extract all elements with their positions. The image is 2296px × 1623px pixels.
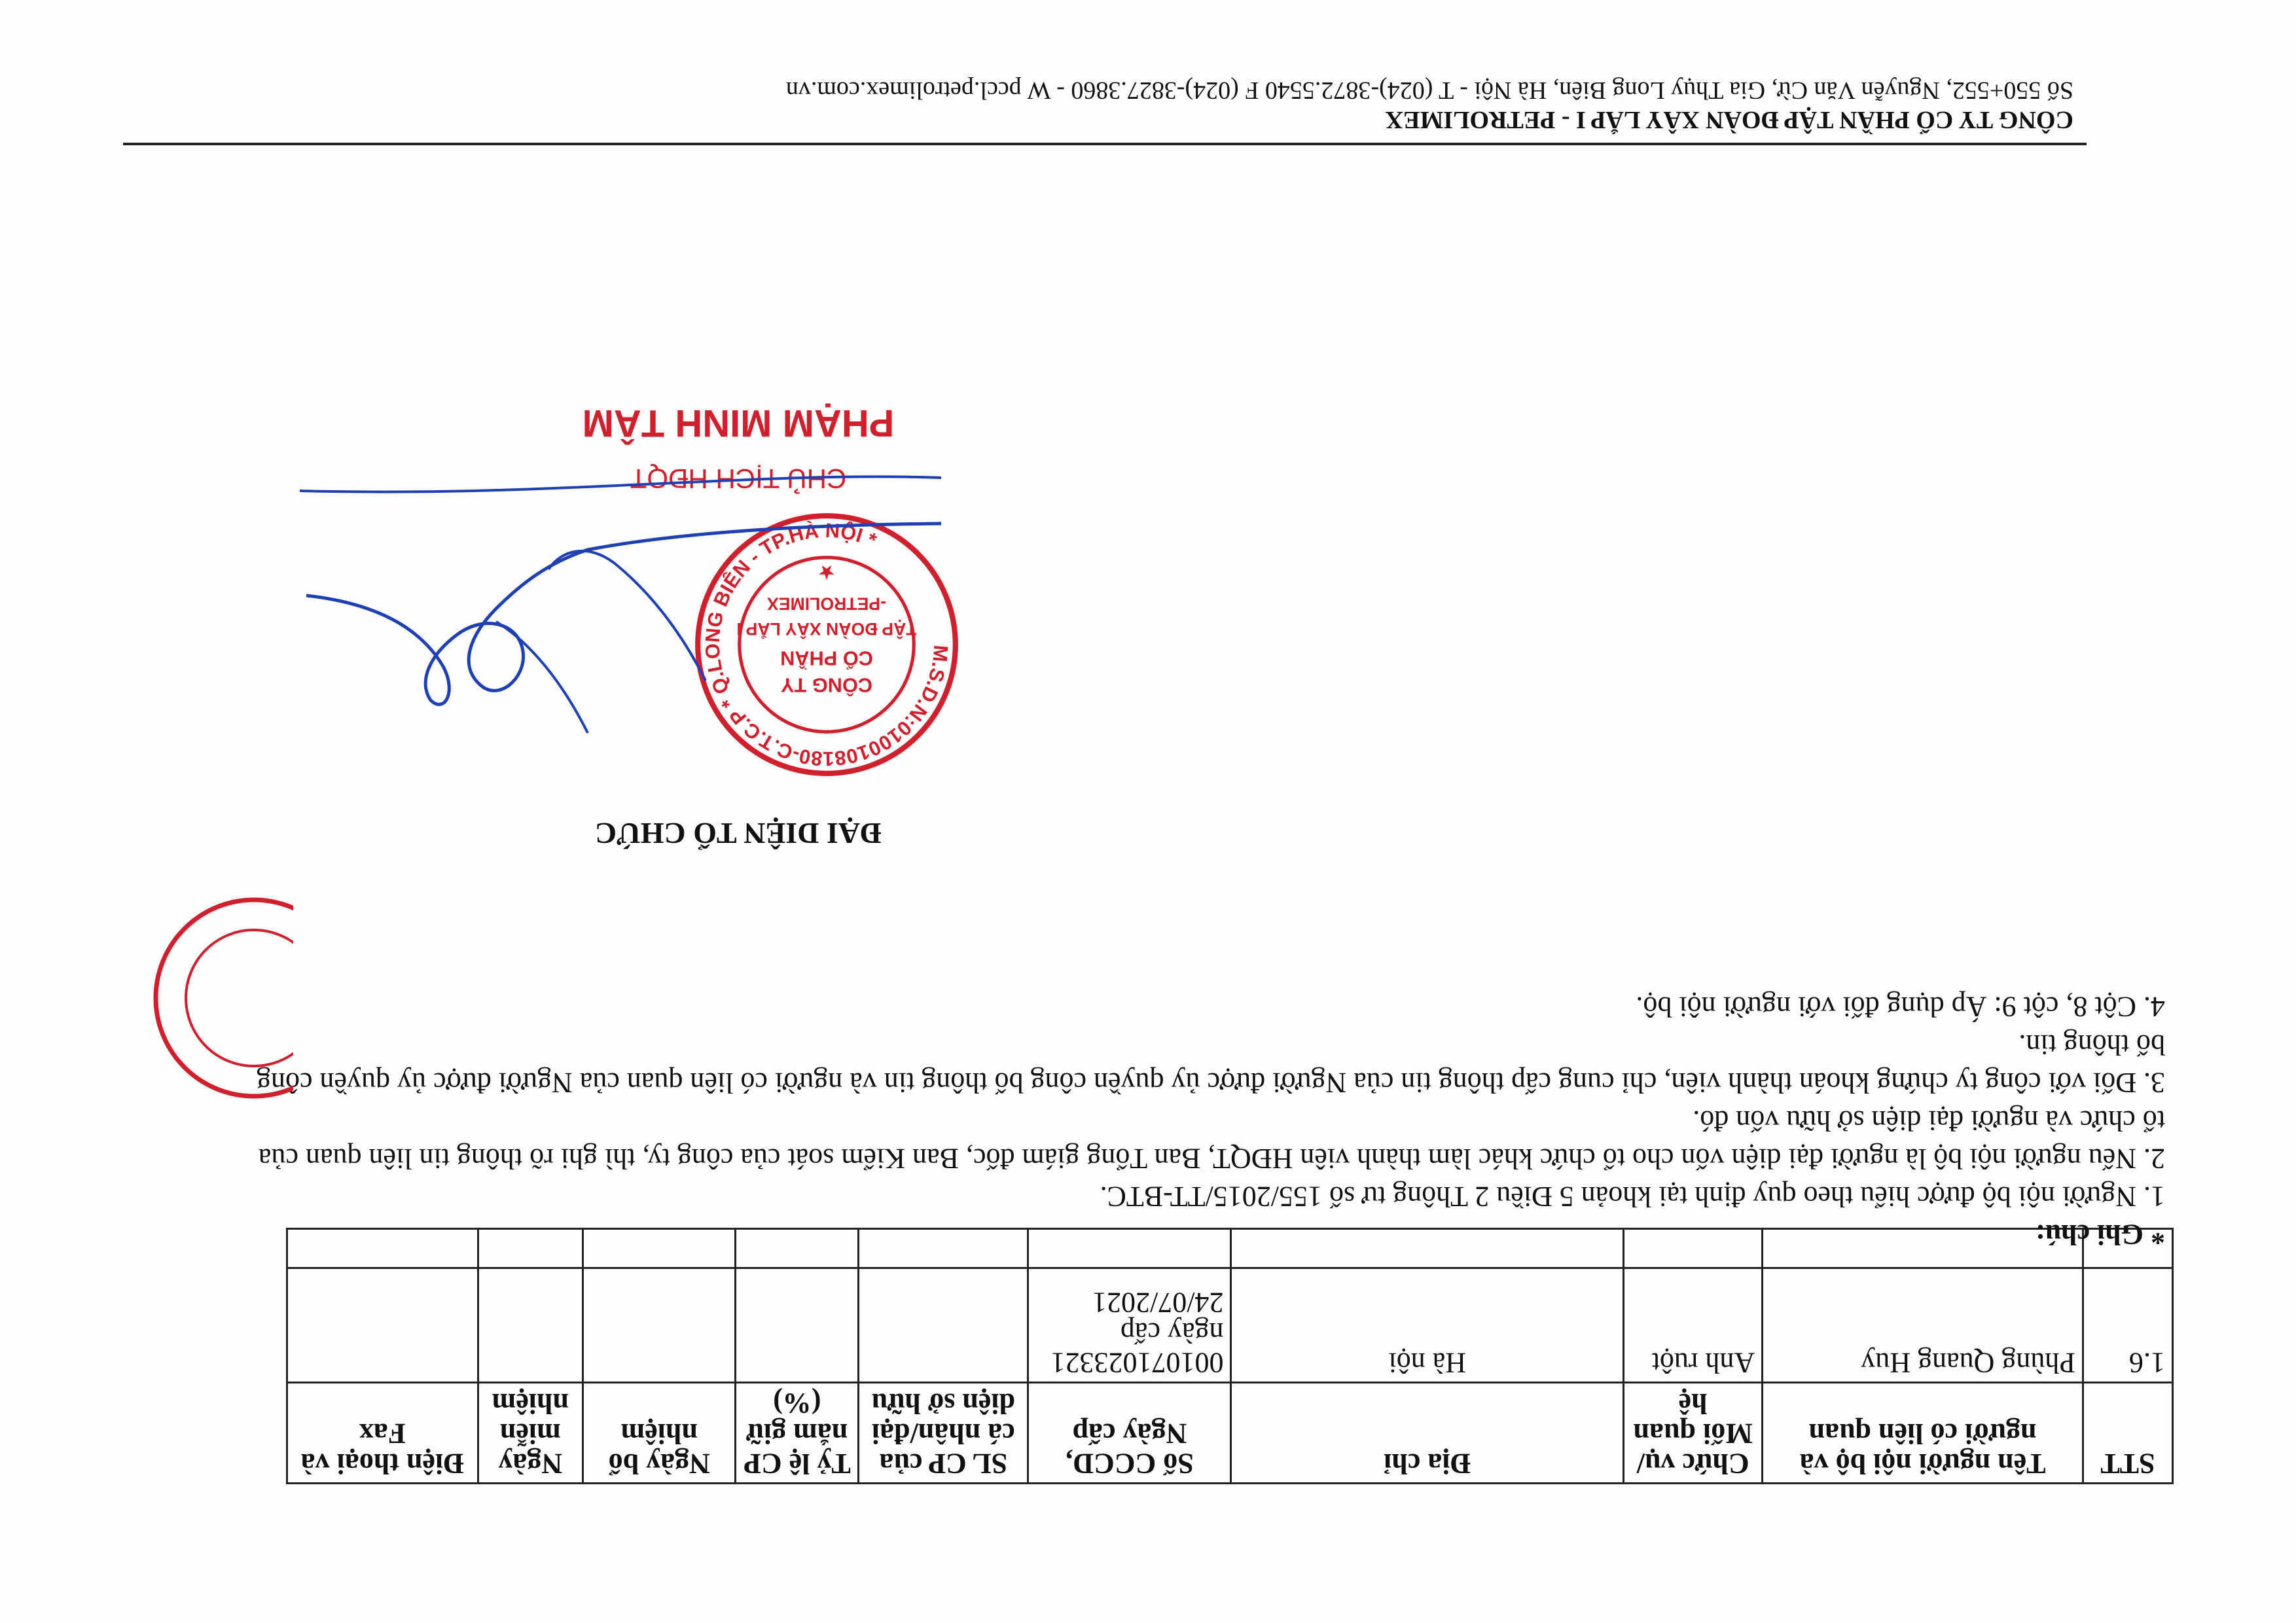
cell-cccd: 001071023321 ngày cấp 24/07/2021 [1028, 1268, 1231, 1383]
handwritten-signature [300, 471, 954, 759]
header-shares: SL CP của cá nhân/đại diện sở hữu [859, 1383, 1028, 1484]
signer-name: PHẠM MINH TÂM [582, 402, 895, 444]
cell-appoint [583, 1268, 736, 1383]
cell-name: Phùng Quang Huy [1763, 1268, 2083, 1383]
star-icon: ★ [817, 560, 836, 584]
stamp-line4: -PETROLIMEX [766, 594, 887, 614]
notes-section [254, 988, 2165, 1253]
company-name: CÔNG TY CỔ PHẦN TẬP ĐOÀN XÂY LẮP I - PETROLIMEX [1385, 106, 2073, 134]
cell-shares [859, 1268, 1028, 1383]
cell-ratio [736, 1268, 859, 1383]
header-address: Địa chỉ [1231, 1383, 1624, 1484]
partial-stamp-edge [77, 890, 293, 1106]
header-ratio: Tỷ lệ CP nắm giữ (%) [736, 1383, 859, 1484]
header-cccd: Số CCCD, Ngày cấp [1028, 1383, 1231, 1484]
note-item: 2. Nếu người nội bộ là người đại diện vốn cho tổ chức khác làm thành viên HĐQT, Ban Tổng giám đốc, Ban Kiểm soát của công ty, thì ghi rõ thông tin liên quan của tổ chức và người đại diện sở hữu vốn đó. [258, 1105, 2165, 1175]
stamp-outer-text: M.S.D.N:0100108180-C.T.C.P * Q.LONG BIÊN - TP.HÀ NỘI * [700, 518, 953, 771]
note-item: 1. Người nội bộ được hiểu theo quy định tại khoản 5 Điều 2 Thông tư số 155/2015/TT-BTC. [1100, 1181, 2165, 1213]
company-address: Số 550+552, Nguyễn Văn Cừ, Gia Thụy Long Biên, Hà Nội - T (024)-3872.5540 F (024)-3827.3860 - W pccl.petrolimex.com.vn [785, 77, 2073, 104]
cell-stt: 1.6 [2083, 1268, 2172, 1383]
cell-address: Hà nội [1231, 1268, 1624, 1383]
signature-line [293, 465, 948, 504]
cell-dismiss [478, 1268, 583, 1383]
header-dismiss: Ngày miễn nhiệm [478, 1383, 583, 1484]
insider-table [286, 1228, 2174, 1484]
stamp-line3: TẬP ĐOÀN XÂY LẮP I [736, 619, 917, 639]
table-row [287, 1268, 2173, 1383]
note-item: 4. Cột 8, cột 9: Áp dụng đối với người nội bộ. [1636, 991, 2165, 1023]
note-item: 3. Đối với công ty chứng khoán thành viên, chỉ cung cấp thông tin của Người được ủy quyền công bố thông tin và người có liên quan của Người được ủy quyền công bố thông tin. [256, 1029, 2165, 1099]
cell-position: Anh ruột [1624, 1268, 1763, 1383]
cell-phone [287, 1268, 478, 1383]
header-phone: Điện thoại và Fax [287, 1383, 478, 1484]
stamp-line2: CỔ PHẦN [780, 647, 873, 670]
header-stt: STT [2083, 1383, 2172, 1484]
stamp-line1: CÔNG TY [780, 673, 873, 697]
notes-title: * Ghi chú: [2035, 1219, 2165, 1251]
header-position: Chức vụ/ Mối quan hệ [1624, 1383, 1763, 1484]
signature-title: ĐẠI DIỆN TỔ CHỨC [594, 817, 882, 850]
footer-divider [123, 143, 2087, 145]
signer-role: CHỦ TỊCH HĐQT [630, 463, 847, 494]
header-appoint: Ngày bổ nhiệm [583, 1383, 736, 1484]
header-name: Tên người nội bộ và người có liên quan [1763, 1383, 2083, 1484]
table-header-row [287, 1383, 2173, 1484]
